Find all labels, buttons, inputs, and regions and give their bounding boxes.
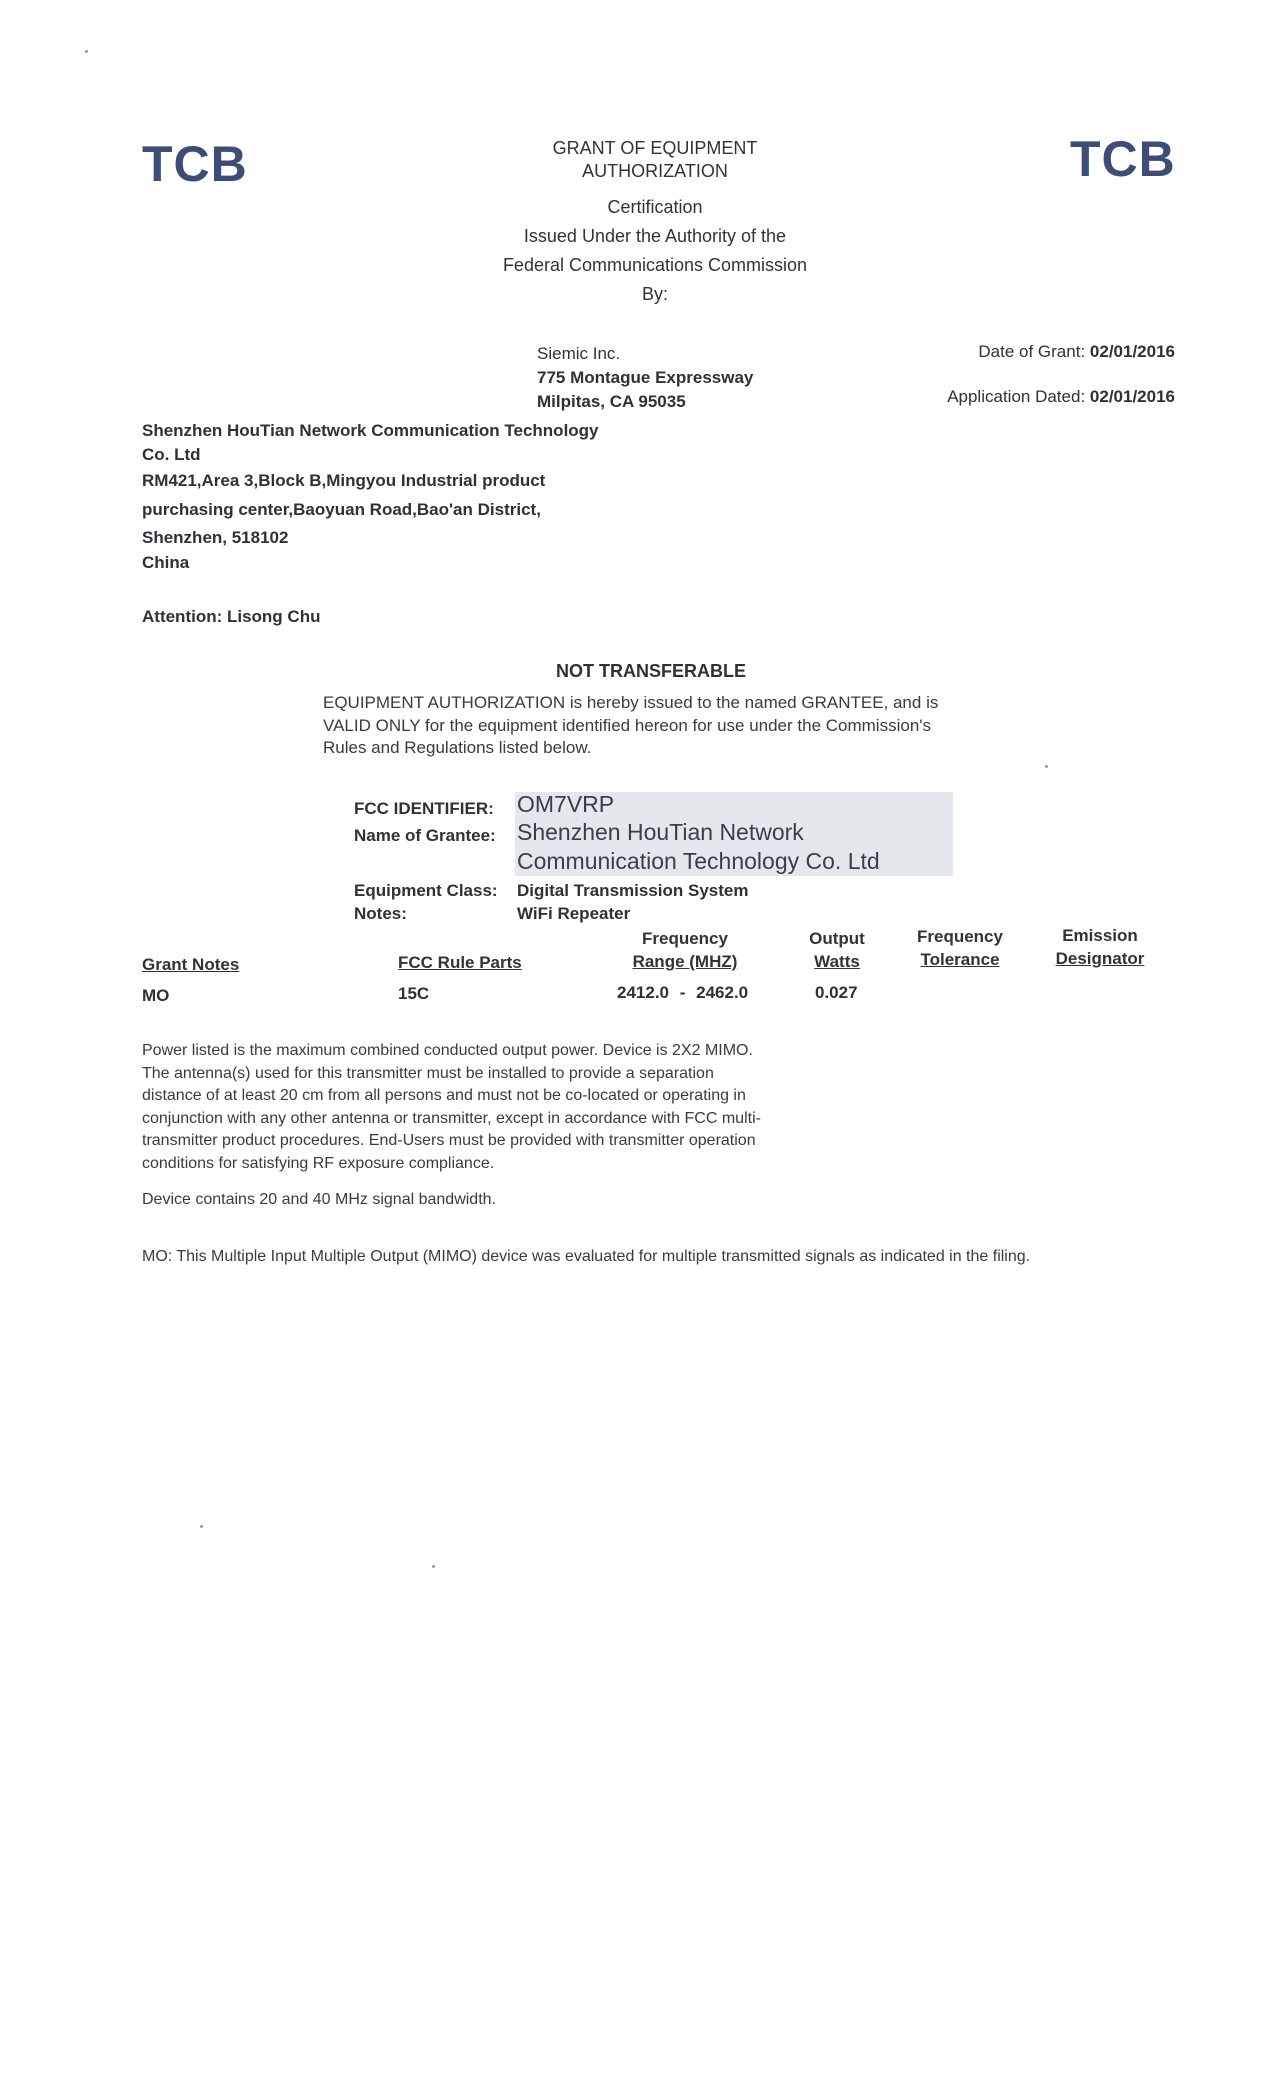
not-transferable: NOT TRANSFERABLE <box>556 661 746 681</box>
application-date <box>947 385 1175 409</box>
attention-line: Attention: Lisong Chu <box>142 607 321 626</box>
tcb-logo-left: TCB <box>142 136 248 192</box>
issuer-name: Siemic Inc. <box>537 344 621 363</box>
row-frequency-range <box>617 981 748 1005</box>
authorization-line1: EQUIPMENT AUTHORIZATION is hereby issued to the named GRANTEE, and is <box>323 693 939 712</box>
scan-speck <box>200 1525 203 1528</box>
address-line3: RM421,Area 3,Block B,Mingyou Industrial product <box>142 471 546 490</box>
subtitle-by: By: <box>641 284 668 304</box>
header-frequency-tolerance <box>900 925 1020 971</box>
row-freq-separator: - <box>679 983 686 1002</box>
address-line5: Shenzhen, 518102 <box>142 528 289 547</box>
header-output-line1: Output <box>809 929 865 948</box>
row-freq-start: 2412.0 <box>617 983 669 1002</box>
issuer-block <box>537 342 753 414</box>
tcb-logo-right: TCB <box>1070 131 1176 187</box>
subtitle-authority: Issued Under the Authority of the <box>523 226 787 246</box>
grant-date <box>978 340 1175 364</box>
notes-line3: distance of at least 20 cm from all persons and must not be co-located or operating in <box>142 1087 746 1104</box>
class-value: Digital Transmission System <box>517 881 749 900</box>
issuer-city: Milpitas, CA 95035 <box>537 392 686 411</box>
class-label: Equipment Class: <box>354 881 498 900</box>
issuer-street: 775 Montague Expressway <box>537 368 754 387</box>
grantee-label: Name of Grantee: <box>354 826 496 845</box>
address-line4: purchasing center,Baoyuan Road,Bao'an District, <box>142 500 541 519</box>
header-tolerance-line1: Frequency <box>917 927 1003 946</box>
address-line1: Shenzhen HouTian Network Communication Technology <box>142 421 599 440</box>
row-output-watts: 0.027 <box>815 983 858 1002</box>
notes-value: WiFi Repeater <box>517 904 631 923</box>
header-tolerance-line2: Tolerance <box>920 950 1000 969</box>
subtitle-fcc: Federal Communications Commission <box>502 255 808 275</box>
header-emission-line1: Emission <box>1062 926 1138 945</box>
title-line1: GRANT OF EQUIPMENT <box>552 138 758 158</box>
header-frequency-line2: Range (MHZ) <box>632 952 738 971</box>
header-frequency-line1: Frequency <box>642 929 728 948</box>
fcc-id-label: FCC IDENTIFIER: <box>354 799 494 818</box>
grant-date-label: Date of Grant: <box>978 342 1086 361</box>
fcc-id-value: OM7VRP <box>517 791 615 817</box>
notes-paragraph <box>142 1040 761 1175</box>
scan-speck <box>1045 765 1048 768</box>
bandwidth-note: Device contains 20 and 40 MHz signal bandwidth. <box>142 1191 496 1208</box>
scan-speck <box>432 1565 435 1568</box>
notes-line1: Power listed is the maximum combined conducted output power. Device is 2X2 MIMO. <box>142 1042 753 1059</box>
grantee-value-line2: Communication Technology Co. Ltd <box>517 848 880 874</box>
address-line6: China <box>142 553 190 572</box>
scan-speck <box>85 50 88 53</box>
address-line2: Co. Ltd <box>142 445 201 464</box>
document-header <box>440 137 870 309</box>
application-date-label: Application Dated: <box>947 387 1086 406</box>
authorization-line2: VALID ONLY for the equipment identified hereon for use under the Commission's <box>323 715 932 735</box>
grantee-address <box>142 418 599 574</box>
header-emission-designator <box>1040 924 1160 970</box>
authorization-text <box>323 692 938 760</box>
notes-line4: conjunction with any other antenna or transmitter, except in accordance with FCC multi- <box>142 1109 761 1127</box>
title-line2: AUTHORIZATION <box>582 161 728 181</box>
notes-line5: transmitter product procedures. End-Users must be provided with transmitter operation <box>142 1132 756 1149</box>
row-grant-notes: MO <box>142 986 170 1005</box>
authorization-line3: Rules and Regulations listed below. <box>323 738 592 757</box>
application-date-value: 02/01/2016 <box>1089 387 1175 406</box>
row-freq-end: 2462.0 <box>696 983 749 1002</box>
header-output-line2: Watts <box>814 952 860 971</box>
grant-date-value: 02/01/2016 <box>1089 342 1175 361</box>
grantee-value-line1: Shenzhen HouTian Network <box>517 819 804 845</box>
header-frequency-range <box>605 927 765 973</box>
row-rule-parts: 15C <box>398 984 430 1003</box>
notes-label: Notes: <box>354 904 407 923</box>
notes-line6: conditions for satisfying RF exposure compliance. <box>142 1154 495 1172</box>
header-rule-parts: FCC Rule Parts <box>398 953 522 972</box>
header-output-watts <box>787 927 887 973</box>
header-grant-notes: Grant Notes <box>142 955 240 974</box>
mimo-note: MO: This Multiple Input Multiple Output (MIMO) device was evaluated for multiple transmitted signals as indicated in the filing. <box>142 1248 1031 1265</box>
subtitle-certification: Certification <box>607 197 703 217</box>
notes-line2: The antenna(s) used for this transmitter must be installed to provide a separation <box>142 1064 714 1082</box>
header-emission-line2: Designator <box>1055 949 1145 968</box>
